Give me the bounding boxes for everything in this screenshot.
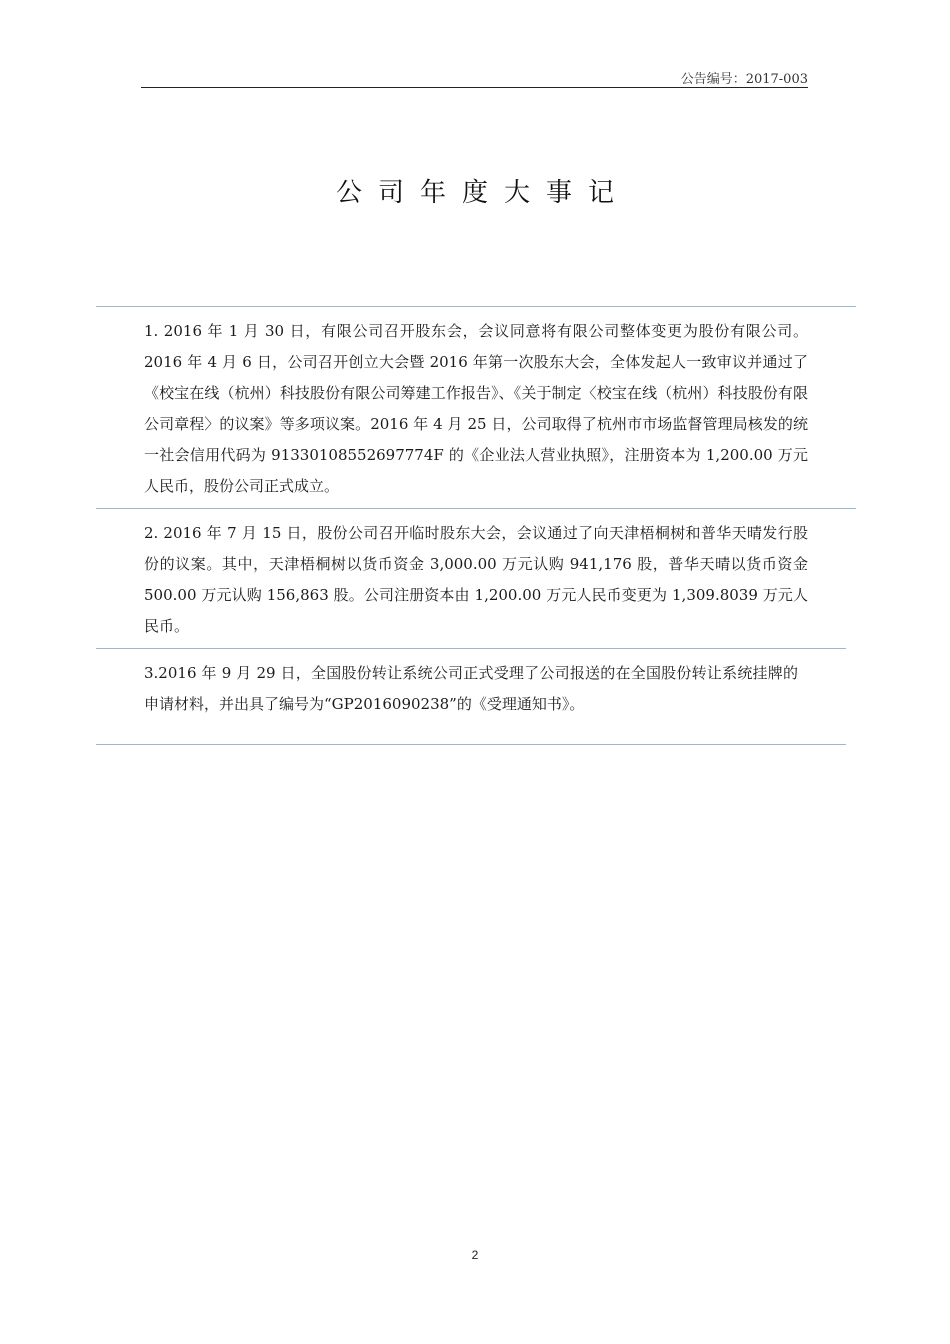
event-text: 3.2016 年 9 月 29 日，全国股份转让系统公司正式受理了公司报送的在全国股份转让系统挂牌的申请材料，并出具了编号为“GP2016090238”的《受理通知书》。: [144, 664, 798, 713]
event-text: 1. 2016 年 1 月 30 日，有限公司召开股东会，会议同意将有限公司整体变更为股份有限公司。2016 年 4 月 6 日，公司召开创立大会暨 2016 年第一次股东大会，全体发起人一致审议并通过了《校宝在线（杭州）科技股份有限公司筹建工作报告》、《关于制定〈校宝在线（杭州）科技股份有限公司章程〉的议案》等多项议案。2016 年 4 月 25 日，公司取得了杭州市市场监督管理局核发的统一社会信用代码为 91330108552697774F 的《企业法人营业执照》，注册资本为 1,200.00 万元人民币，股份公司正式成立。: [144, 322, 808, 495]
page-number: 2: [471, 1248, 479, 1262]
event-item-3: [96, 648, 846, 745]
event-item-1: [96, 306, 856, 508]
event-text: 2. 2016 年 7 月 15 日，股份公司召开临时股东大会，会议通过了向天津梧桐树和普华天晴发行股份的议案。其中，天津梧桐树以货币资金 3,000.00 万元认购 941,176 股，普华天晴以货币资金 500.00 万元认购 156,863 股。公司注册资本由 1,200.00 万元人民币变更为 1,309.8039 万元人民币。: [144, 524, 808, 635]
header-rule: [141, 87, 808, 88]
announcement-code: 公告编号：2017-003: [680, 72, 808, 87]
page-title: 公司年度大事记: [335, 178, 630, 208]
event-item-2: [96, 508, 856, 648]
events-table: [96, 306, 856, 745]
